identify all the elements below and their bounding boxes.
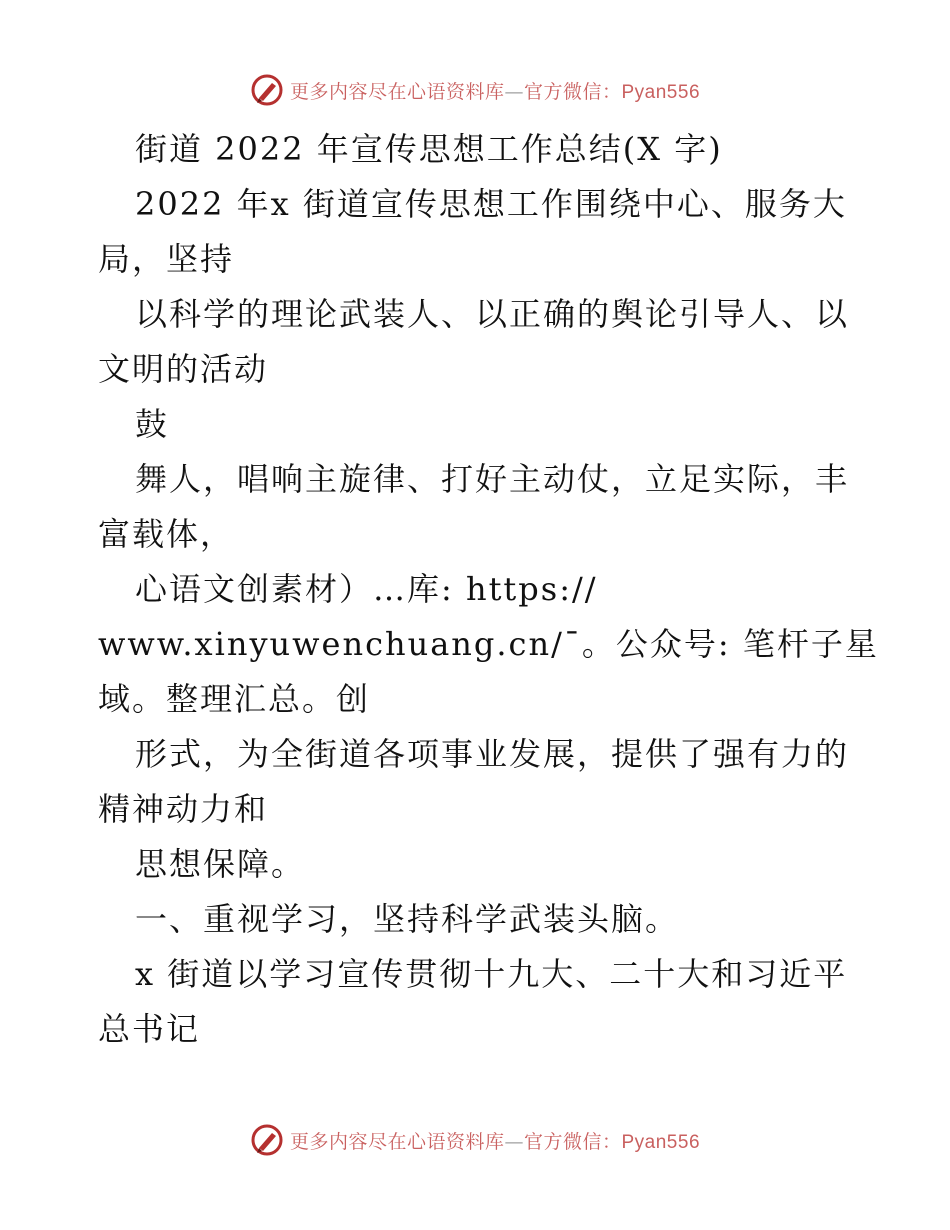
section-heading: 一、重视学习，坚持科学武装头脑。 xyxy=(135,900,680,938)
paragraph-line: 富载体， xyxy=(98,515,235,553)
document-body xyxy=(98,122,879,1057)
paragraph-line: 鼓 xyxy=(135,405,170,443)
paragraph-line: www.xinyuwenchuang.cn/¯。公众号: 笔杆子星 xyxy=(98,625,879,663)
header-banner xyxy=(0,70,950,110)
paragraph-line: x 街道以学习宣传贯彻十九大、二十大和习近平 xyxy=(135,955,848,993)
banner-text: 更多内容尽在心语资料库—官方微信：Pyan556 xyxy=(289,80,701,103)
paragraph-line: 形式，为全街道各项事业发展，提供了强有力的 xyxy=(135,735,850,773)
paragraph-line: 精神动力和 xyxy=(98,790,269,828)
banner-text: 更多内容尽在心语资料库—官方微信：Pyan556 xyxy=(289,1130,701,1153)
paragraph-line: 舞人，唱响主旋律、打好主动仗，立足实际，丰 xyxy=(135,460,850,498)
document-title: 街道 2022 年宣传思想工作总结(X 字) xyxy=(135,130,723,168)
pen-logo-icon xyxy=(250,73,284,107)
paragraph-line: 2022 年x 街道宣传思想工作围绕中心、服务大 xyxy=(135,185,847,223)
paragraph-line: 以科学的理论武装人、以正确的舆论引导人、以 xyxy=(135,295,850,333)
footer-banner xyxy=(0,1120,950,1160)
paragraph-line: 局，坚持 xyxy=(98,240,235,278)
paragraph-line: 域。整理汇总。创 xyxy=(98,680,371,718)
paragraph-line: 心语文创素材）…库: https:// xyxy=(135,570,598,608)
paragraph-line: 思想保障。 xyxy=(135,845,306,883)
pen-logo-icon xyxy=(250,1123,284,1157)
paragraph-line: 文明的活动 xyxy=(98,350,269,388)
paragraph-line: 总书记 xyxy=(98,1010,201,1048)
